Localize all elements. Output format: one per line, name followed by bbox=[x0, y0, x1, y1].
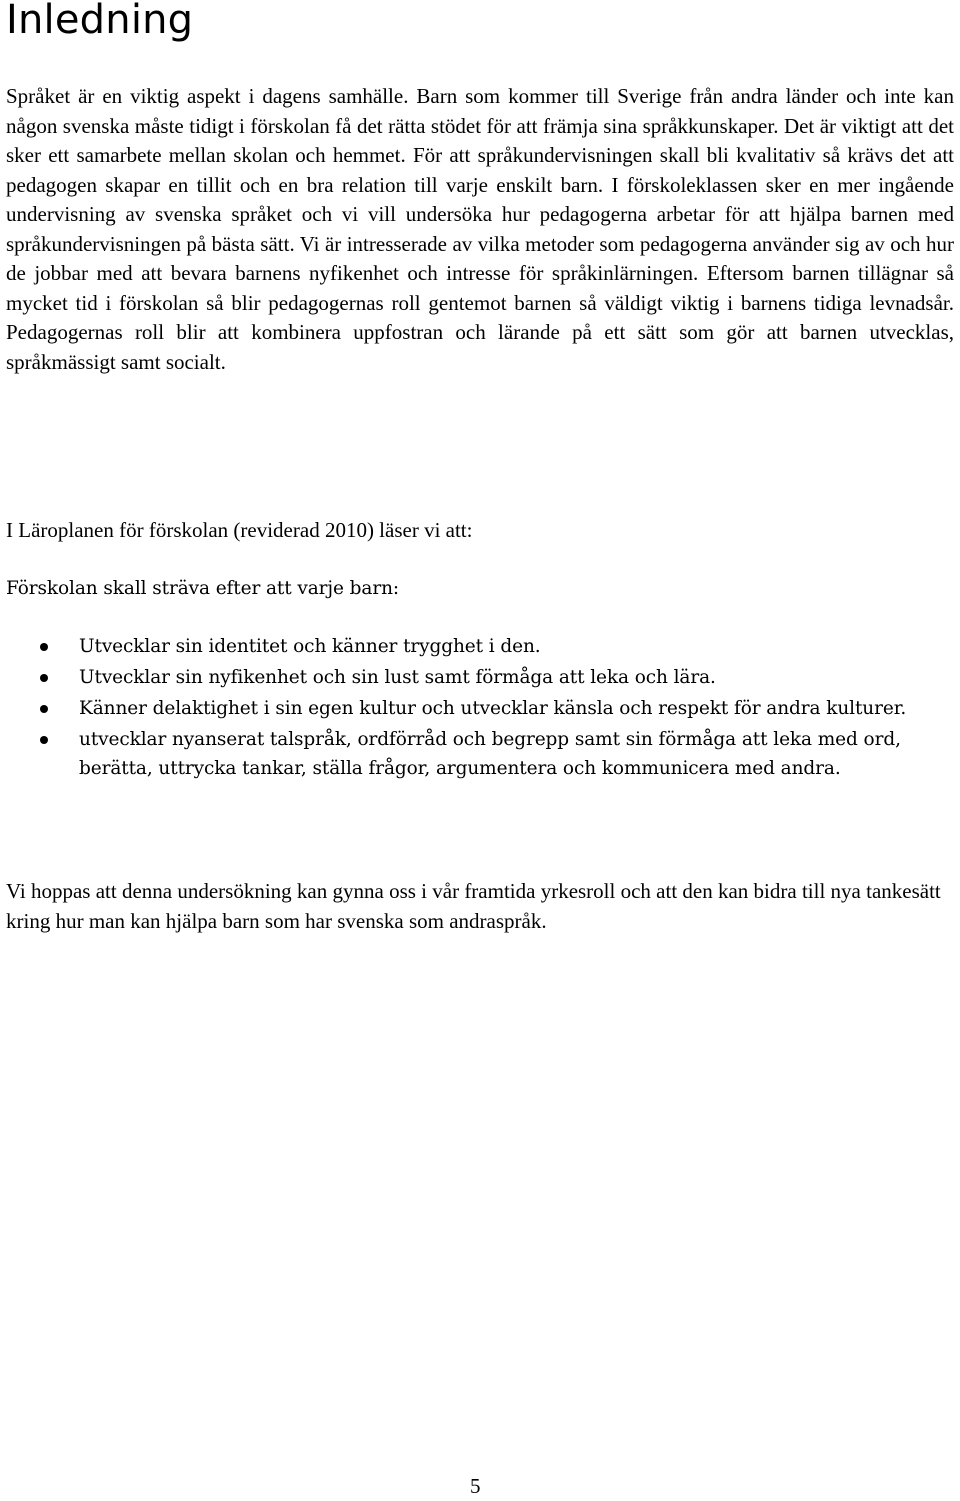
list-item bbox=[0, 725, 934, 783]
page-number: 5 bbox=[470, 1474, 481, 1498]
bullet-icon bbox=[40, 736, 48, 744]
goal-text: Utvecklar sin nyfikenhet och sin lust samt förmåga att leka och lära. bbox=[79, 667, 716, 688]
goal-text: utvecklar nyanserat talspråk, ordförråd och begrepp samt sin förmåga att leka med ord, berätta, uttrycka tankar, ställa frågor, argumentera och kommunicera med andra. bbox=[79, 729, 901, 779]
goals-list bbox=[0, 632, 960, 785]
closing-paragraph: Vi hoppas att denna undersökning kan gynna oss i vår framtida yrkesroll och att den kan bidra till nya tankesätt kring hur man kan hjälpa barn som har svenska som andraspråk. bbox=[6, 879, 941, 933]
intro-paragraph: Språket är en viktig aspekt i dagens samhälle. Barn som kommer till Sverige från andra länder och inte kan någon svenska måste tidigt i förskolan få det rätta stödet för att främja sina språkkunskaper. Det är viktigt att det sker ett samarbete mellan skolan och hemmet. För att språkundervisningen skall bli kvalitativ så krävs det att pedagogen skapar en tillit och en bra relation till varje enskilt barn. I förskoleklassen sker en mer ingående undervisning av svenska språket och vi vill undersöka hur pedagogerna arbetar för att hjälpa barnen med språkundervisningen på bästa sätt. Vi är intresserade av vilka metoder som pedagogerna använder sig av och hur de jobbar med att bevara barnens nyfikenhet och intresse för språkinlärningen. Eftersom barnen tillägnar så mycket tid i förskolan så blir pedagogernas roll gentemot barnen så väldigt viktig i barnens tidiga levnadsår. Pedagogernas roll blir att kombinera uppfostran och lärande på ett sätt som gör att barnen utvecklas, språkmässigt samt socialt. bbox=[6, 84, 954, 374]
bullet-icon bbox=[40, 674, 48, 682]
list-item bbox=[0, 663, 934, 692]
list-item bbox=[0, 694, 934, 723]
list-item bbox=[0, 632, 934, 661]
forskolan-intro: Förskolan skall sträva efter att varje barn: bbox=[6, 578, 400, 599]
goal-text: Utvecklar sin identitet och känner trygghet i den. bbox=[79, 636, 541, 657]
laroplan-intro: I Läroplanen för förskolan (reviderad 2010) läser vi att: bbox=[6, 518, 473, 542]
bullet-icon bbox=[40, 643, 48, 651]
goal-text: Känner delaktighet i sin egen kultur och utvecklar känsla och respekt för andra kulturer. bbox=[79, 698, 907, 719]
bullet-icon bbox=[40, 705, 48, 713]
page-title: Inledning bbox=[6, 0, 194, 43]
